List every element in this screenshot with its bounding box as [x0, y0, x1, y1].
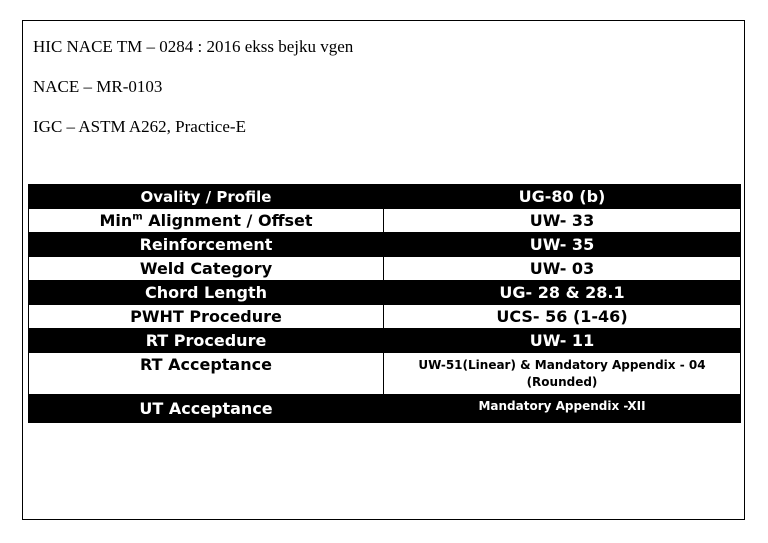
code-reference-table	[28, 184, 741, 423]
table-row	[29, 305, 741, 329]
table-row	[29, 185, 741, 209]
row-label: PWHT Procedure	[29, 305, 384, 329]
row-label: RT Acceptance	[29, 353, 384, 395]
row-label: UT Acceptance	[29, 395, 384, 423]
row-label: Weld Category	[29, 257, 384, 281]
header-line-hic: HIC NACE TM – 0284 : 2016 ekss bejku vgen	[33, 37, 354, 56]
row-label: Ovality / Profile	[29, 185, 384, 209]
row-value: UW- 33	[384, 209, 741, 233]
row-value: UW- 03	[384, 257, 741, 281]
row-value: Mandatory Appendix -XII	[384, 395, 741, 423]
row-value: UW-51(Linear) & Mandatory Appendix - 04 (Rounded)	[384, 353, 741, 395]
label-part: Alignment / Offset	[142, 211, 313, 230]
table-row	[29, 209, 741, 233]
header-line-nace: NACE – MR-0103	[33, 77, 163, 96]
row-value: UCS- 56 (1-46)	[384, 305, 741, 329]
table-row	[29, 353, 741, 395]
row-label: Chord Length	[29, 281, 384, 305]
row-label	[29, 209, 384, 233]
row-value: UW- 11	[384, 329, 741, 353]
table-row	[29, 281, 741, 305]
table-row	[29, 395, 741, 423]
document-frame	[22, 20, 745, 520]
header-line-igc: IGC – ASTM A262, Practice-E	[33, 117, 246, 136]
row-value: UG-80 (b)	[384, 185, 741, 209]
row-label: RT Procedure	[29, 329, 384, 353]
label-part: Min	[99, 211, 133, 230]
row-value: UW- 35	[384, 233, 741, 257]
row-label: Reinforcement	[29, 233, 384, 257]
row-value: UG- 28 & 28.1	[384, 281, 741, 305]
table-row	[29, 329, 741, 353]
table-row	[29, 233, 741, 257]
label-superscript: m	[132, 211, 143, 223]
table-row	[29, 257, 741, 281]
